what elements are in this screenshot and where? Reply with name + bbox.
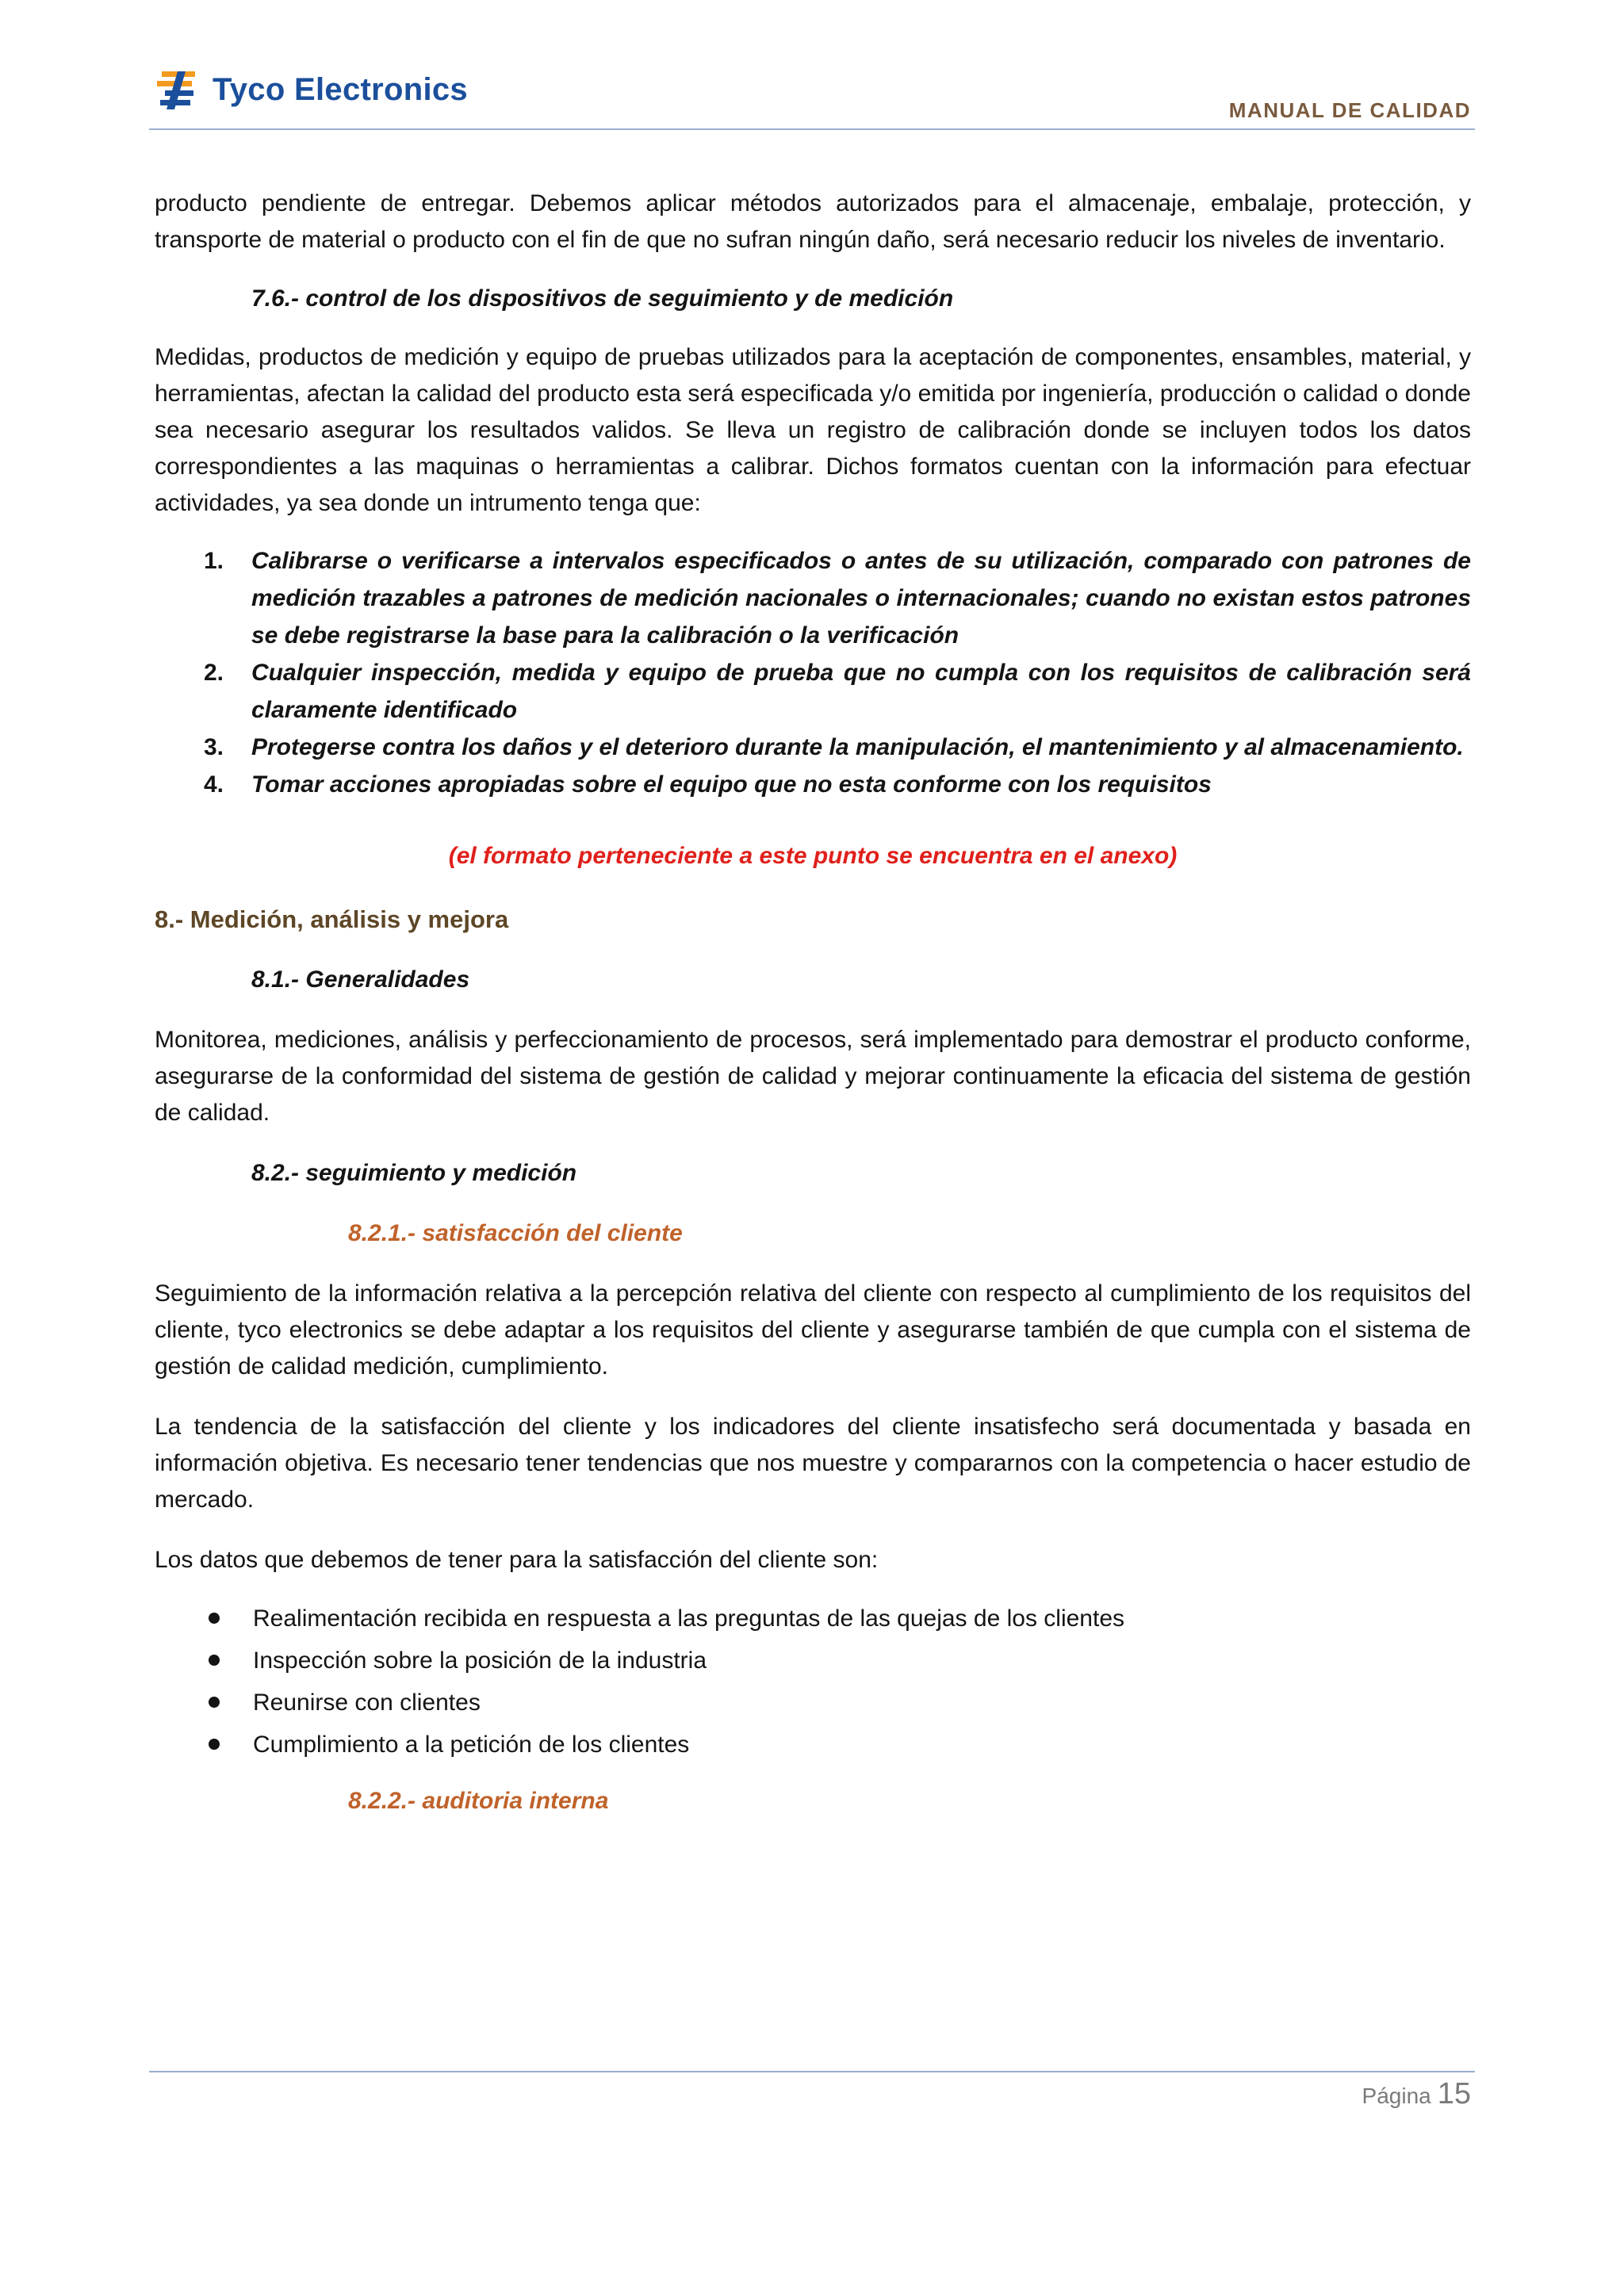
- item-text: Calibrarse o verificarse a intervalos especificados o antes de su utilización, comparado con patrones de medición trazables a patrones de medición nacionales o internacionales; cuando no existan estos patrones se debe registrarse la base para la calibración o la verificación: [251, 548, 1471, 649]
- bullet-icon: [209, 1697, 220, 1708]
- numbered-list: [155, 542, 1471, 803]
- bullet-text: Realimentación recibida en respuesta a las preguntas de las quejas de los clientes: [253, 1605, 1124, 1632]
- paragraph-4: Seguimiento de la información relativa a la percepción relativa del cliente con respecto al cumplimiento de los requisitos del cliente, tyco electronics se debe adaptar a los requisitos del cliente y asegurarse también de que cumpla con el sistema de gestión de calidad medición, cumplimiento.: [155, 1280, 1471, 1380]
- item-text: Tomar acciones apropiadas sobre el equipo que no esta conforme con los requisitos: [251, 771, 1212, 798]
- numbered-item: [155, 729, 1471, 766]
- paragraph-1: producto pendiente de entregar. Debemos aplicar métodos autorizados para el almacenaje, embalaje, protección, y transporte de material o producto con el fin de que no sufran ningún daño, será necesario reducir los niveles de inventario.: [155, 190, 1471, 253]
- item-number: 2.: [204, 660, 224, 686]
- bullet-text: Cumplimiento a la petición de los clientes: [253, 1732, 690, 1758]
- bullet-text: Reunirse con clientes: [253, 1689, 481, 1716]
- numbered-item: [155, 542, 1471, 654]
- company-logo: [157, 62, 468, 117]
- item-number: 4.: [204, 771, 224, 798]
- heading-8-2: 8.2.- seguimiento y medición: [251, 1160, 577, 1186]
- header-title: MANUAL DE CALIDAD: [1228, 98, 1471, 122]
- document-body: [155, 186, 1471, 1820]
- item-number: 1.: [204, 548, 224, 574]
- bullet-item: [155, 1724, 1471, 1766]
- page-footer: [1362, 2077, 1471, 2111]
- paragraph-6: Los datos que debemos de tener para la satisfacción del cliente son:: [155, 1547, 879, 1573]
- numbered-item: [155, 654, 1471, 729]
- numbered-item: [155, 766, 1471, 803]
- heading-7-6: 7.6.- control de los dispositivos de seguimiento y de medición: [251, 285, 954, 312]
- bullet-item: [155, 1640, 1471, 1682]
- bullet-item: [155, 1598, 1471, 1640]
- paragraph-2: Medidas, productos de medición y equipo de pruebas utilizados para la aceptación de componentes, ensambles, material, y herramientas, afectan la calidad del producto esta será especificada y/o emitida por ingeniería, producción o calidad o donde sea necesario asegurar los resultados validos. Se lleva un registro de calibración donde se incluyen todos los datos correspondientes a las maquinas o herramientas a calibrar. Dichos formatos cuentan con la información para efectuar actividades, ya sea donde un intrumento tenga que:: [155, 344, 1471, 516]
- paragraph-5: La tendencia de la satisfacción del cliente y los indicadores del cliente insatisfecho será documentada y basada en información objetiva. Es necesario tener tendencias que nos muestre y compararnos con la competencia o hacer estudio de mercado.: [155, 1414, 1471, 1513]
- page-number: 15: [1437, 2077, 1471, 2110]
- bullet-icon: [209, 1655, 220, 1666]
- heading-8-2-1: 8.2.1.- satisfacción del cliente: [348, 1220, 683, 1246]
- bullet-text: Inspección sobre la posición de la industria: [253, 1647, 707, 1674]
- bullet-icon: [209, 1739, 220, 1750]
- annex-note: (el formato perteneciente a este punto se encuentra en el anexo): [448, 843, 1178, 869]
- heading-8-1: 8.1.- Generalidades: [251, 966, 470, 993]
- item-text: Protegerse contra los daños y el deterioro durante la manipulación, el mantenimiento y al almacenamiento.: [251, 734, 1464, 760]
- heading-8-2-2: 8.2.2.- auditoria interna: [348, 1788, 609, 1814]
- page-label: Página: [1362, 2084, 1431, 2108]
- tyco-logo-icon: [157, 68, 205, 111]
- item-text: Cualquier inspección, medida y equipo de prueba que no cumpla con los requisitos de calibración será claramente identificado: [251, 660, 1471, 723]
- logo-text: Tyco Electronics: [213, 71, 468, 107]
- bullet-list: [155, 1598, 1471, 1766]
- heading-8: 8.- Medición, análisis y mejora: [155, 905, 509, 933]
- bullet-item: [155, 1682, 1471, 1724]
- header-divider: [149, 128, 1475, 130]
- paragraph-3: Monitorea, mediciones, análisis y perfeccionamiento de procesos, será implementado para demostrar el producto conforme, asegurarse de la conformidad del sistema de gestión de calidad y mejorar continuamente la eficacia del sistema de gestión de calidad.: [155, 1027, 1471, 1126]
- item-number: 3.: [204, 734, 224, 760]
- bullet-icon: [209, 1613, 220, 1624]
- footer-divider: [149, 2071, 1475, 2072]
